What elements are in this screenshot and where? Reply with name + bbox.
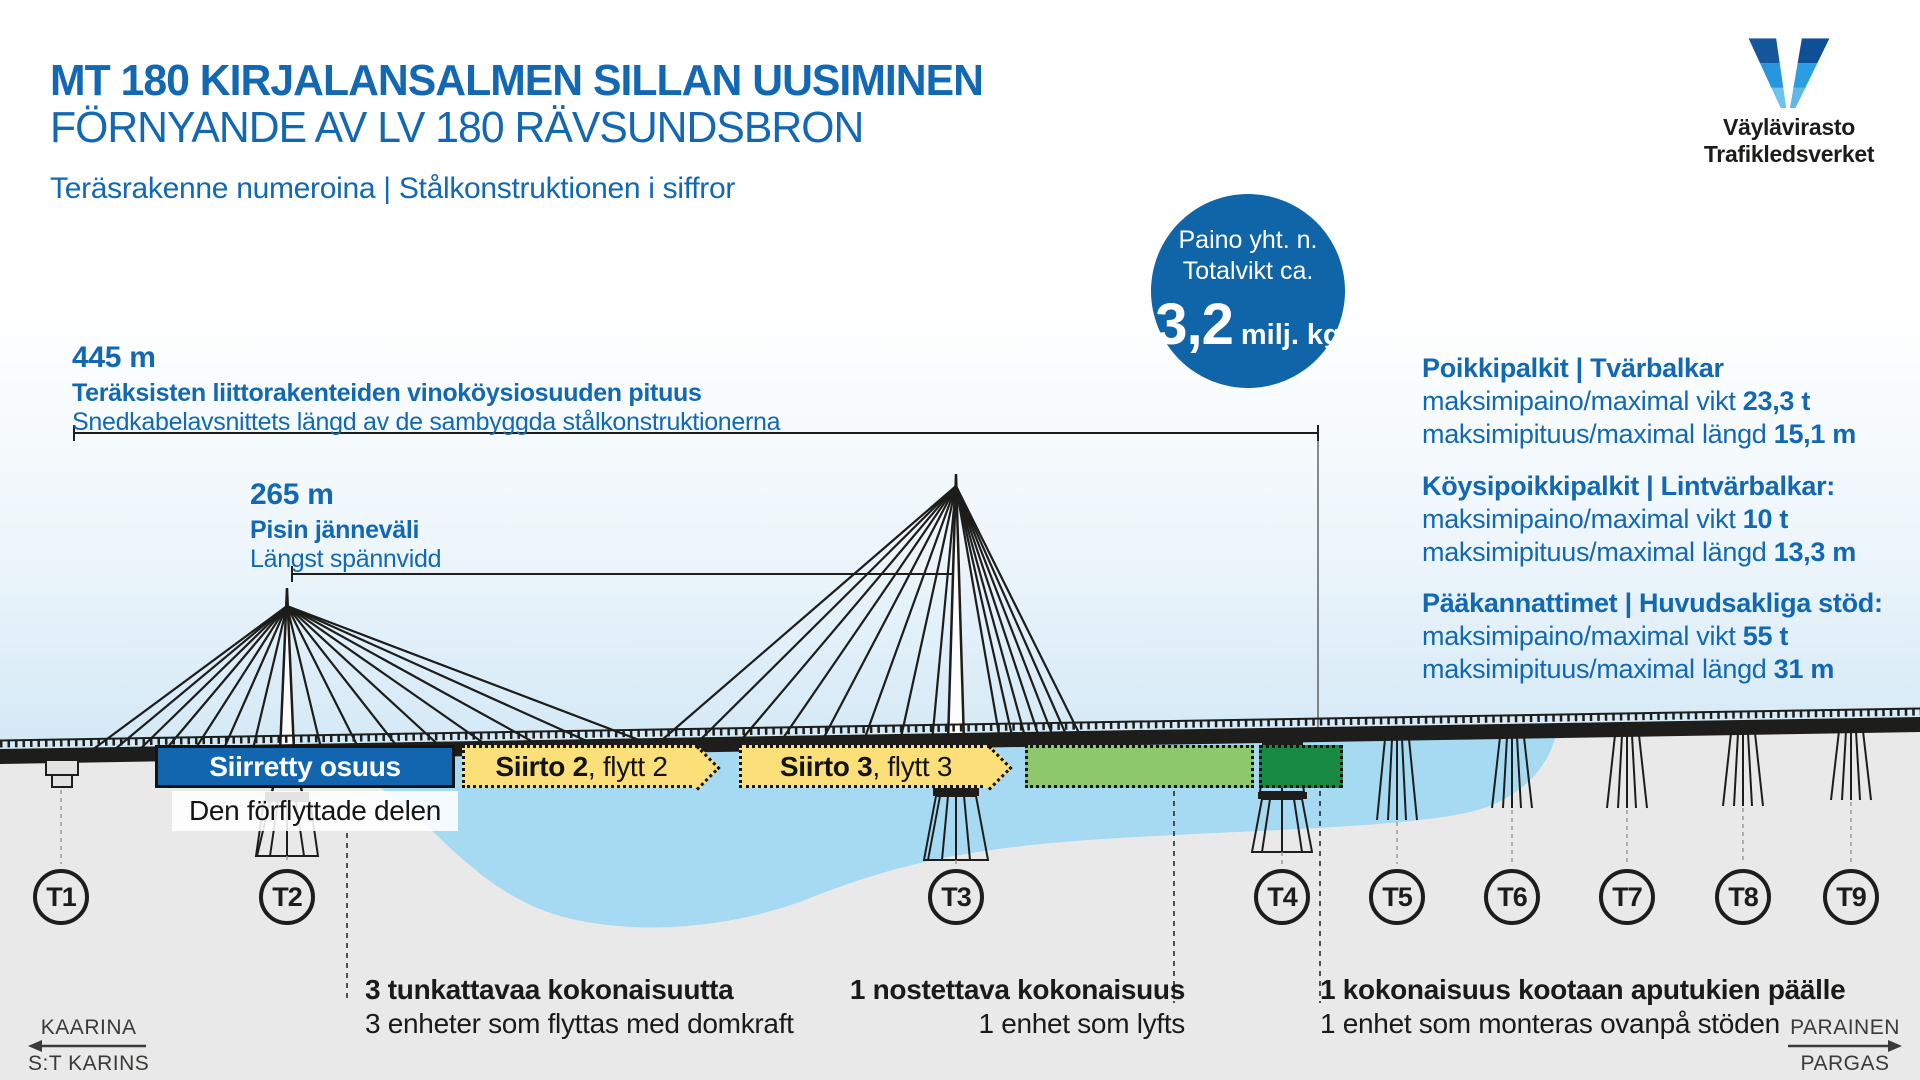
vaylavirasto-logo-icon: [1743, 36, 1835, 114]
page-title-sv: FÖRNYANDE AV LV 180 RÄVSUNDSBRON: [50, 103, 864, 152]
pier-label-t9: T9: [1823, 869, 1879, 925]
direction-label-fi: PARAINEN: [1790, 1016, 1900, 1039]
page-title-fi: MT 180 KIRJALANSALMEN SILLAN UUSIMINEN: [50, 56, 983, 105]
segment-siirto-3: Siirto 3 , flytt 3: [739, 745, 990, 788]
badge-line-fi: Paino yht. n.: [1178, 225, 1318, 254]
pier-label-t5: T5: [1369, 869, 1425, 925]
pier-label-t7: T7: [1599, 869, 1655, 925]
total-weight-badge: [1151, 194, 1345, 388]
pier-label-t6: T6: [1484, 869, 1540, 925]
direction-parainen: [1788, 1016, 1902, 1076]
dimension-445-value: 445 m: [72, 341, 156, 374]
direction-label-sv: PARGAS: [1800, 1052, 1890, 1075]
annotation-lifted-unit: 1 nostettava kokonaisuus 1 enhet som lyfts: [849, 974, 1185, 1039]
spec-row: maksimipaino/maximal vikt 55 t: [1422, 621, 1789, 651]
badge-line-sv: Totalvikt ca.: [1182, 256, 1314, 285]
dimension-265-label-fi: Pisin jänneväli: [250, 516, 420, 544]
spec-title: Pääkannattimet | Huvudsakliga stöd:: [1422, 588, 1883, 618]
segment-dark-green: [1259, 745, 1343, 788]
spec-title: Poikkipalkit | Tvärbalkar: [1422, 353, 1724, 383]
dimension-445-label-sv: Snedkabelavsnittets längd av de sambyggda stålkonstruktionerna: [72, 408, 781, 436]
direction-label-sv: S:T KARINS: [28, 1052, 150, 1075]
arrow-right-icon: [1788, 1040, 1902, 1052]
badge-value: 3,2: [1155, 291, 1233, 357]
logo-name-sv: Trafikledsverket: [1703, 141, 1875, 167]
spec-block-cable-crossbeams: [1422, 470, 1856, 569]
spec-block-main-girders: [1422, 587, 1883, 686]
spec-row: maksimipituus/maximal längd 15,1 m: [1422, 419, 1856, 449]
dimension-265: [250, 478, 441, 574]
pier-label-t8: T8: [1715, 869, 1771, 925]
dimension-445-label-fi: Teräksisten liittorakenteiden vinoköysiosuuden pituus: [72, 379, 702, 407]
pier-label-t4: T4: [1254, 869, 1310, 925]
arrow-left-icon: [28, 1040, 148, 1052]
direction-label-fi: KAARINA: [40, 1016, 137, 1039]
agency-logo: [1689, 36, 1889, 168]
annotation-assembled-unit: 1 kokonaisuus kootaan aputukien päälle 1 enhet som monteras ovanpå stöden: [1320, 974, 1846, 1039]
segment-light-green: [1025, 745, 1254, 788]
annotation-jacked-units: 3 tunkattavaa kokonaisuutta 3 enheter som flyttas med domkraft: [365, 974, 794, 1039]
segment-moved-fi: Siirretty osuus: [155, 745, 455, 788]
segment-siirto-2: Siirto 2 , flytt 2: [462, 745, 698, 788]
logo-name-fi: Väylävirasto: [1723, 114, 1855, 140]
dimension-265-value: 265 m: [250, 478, 334, 511]
spec-row: maksimipituus/maximal längd 13,3 m: [1422, 537, 1856, 567]
pier-label-t3: T3: [928, 869, 984, 925]
dimension-445: [72, 341, 780, 437]
spec-block-crossbeams: [1422, 352, 1856, 451]
pier-label-t1: T1: [33, 869, 89, 925]
direction-kaarina: [28, 1016, 149, 1076]
dimension-line-445: [74, 425, 1318, 740]
page-subtitle: Teräsrakenne numeroina | Stålkonstruktionen i siffror: [50, 172, 736, 205]
spec-row: maksimipituus/maximal längd 31 m: [1422, 654, 1835, 684]
pylon2-cables: [655, 486, 1082, 746]
spec-row: maksimipaino/maximal vikt 23,3 t: [1422, 386, 1811, 416]
spec-row: maksimipaino/maximal vikt 10 t: [1422, 504, 1789, 534]
badge-unit: milj. kg: [1240, 318, 1341, 351]
dimension-265-label-sv: Längst spännvidd: [250, 545, 442, 573]
segment-moved-sv: Den förflyttade delen: [172, 791, 458, 831]
pier-label-t2: T2: [259, 869, 315, 925]
spec-title: Köysipoikkipalkit | Lintvärbalkar:: [1422, 471, 1835, 501]
